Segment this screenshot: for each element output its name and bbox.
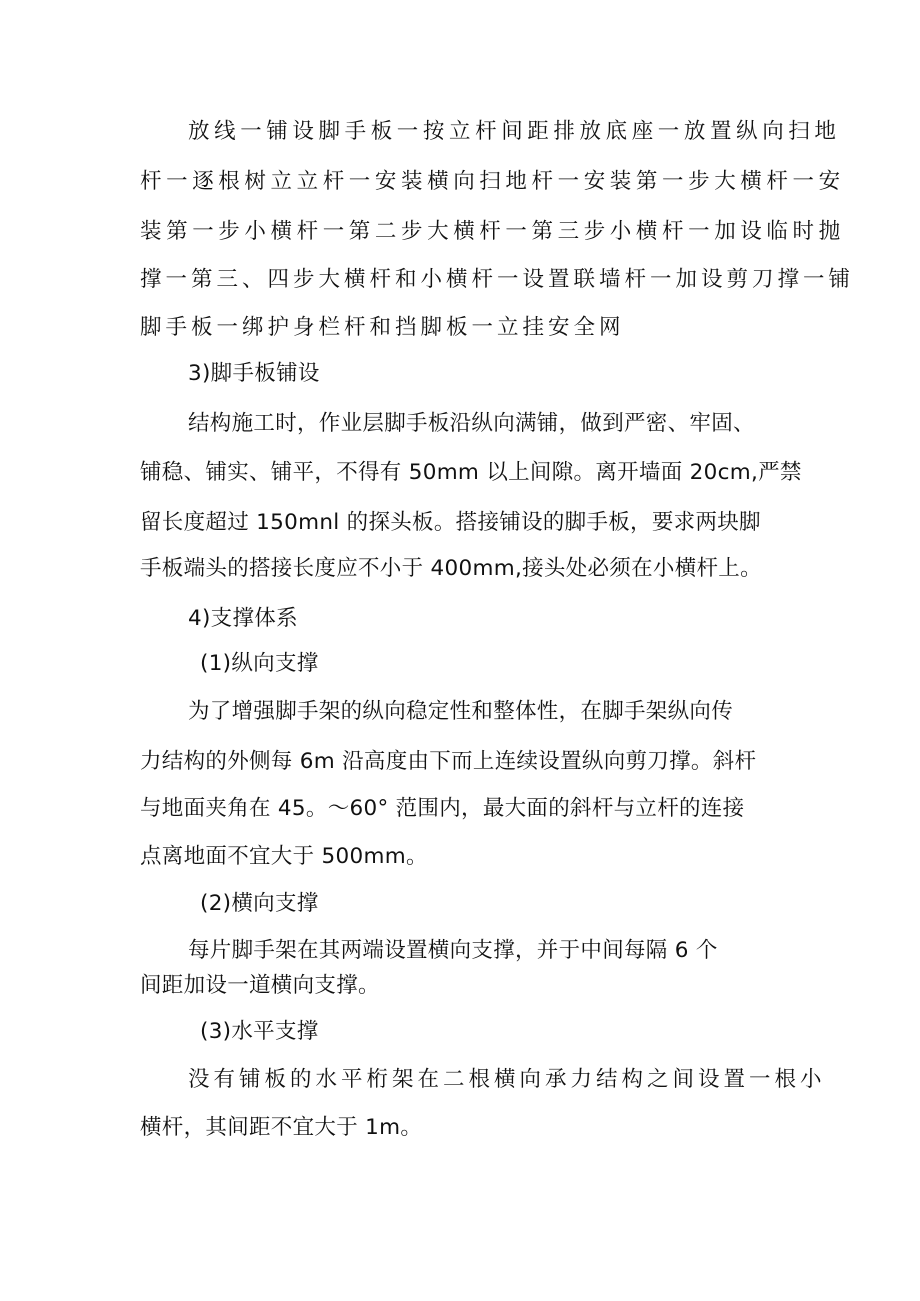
subsection-3-line-1: 没有铺板的水平桁架在二根横向承力结构之间设置一根小: [188, 1067, 826, 1092]
section-heading-3: 3)脚手板铺设: [188, 361, 320, 386]
paragraph-3-line-1: 结构施工时，作业层脚手板沿纵向满铺，做到严密、牢固、: [188, 411, 755, 436]
subsection-2-line-1: 每片脚手架在其两端设置横向支撑，并于中间每隔 6 个: [188, 938, 718, 963]
sequence-line-2: 杆一逐根树立立杆一安装横向扫地杆一安装第一步大横杆一安: [140, 169, 845, 194]
sequence-line-5: 脚手板一绑护身栏杆和挡脚板一立挂安全网: [140, 315, 625, 340]
sequence-line-3: 装第一步小横杆一第二步大横杆一第三步小横杆一加设临时抛: [140, 219, 845, 244]
subsection-3-title: (3)水平支撑: [200, 1019, 319, 1044]
sequence-line-4: 撑一第三、四步大横杆和小横杆一设置联墙杆一加设剪刀撑一铺: [140, 267, 855, 292]
paragraph-3-line-2: 铺稳、铺实、铺平，不得有 50mm 以上间隙。离开墙面 20cm,严禁: [140, 460, 802, 485]
subsection-1-title: (1)纵向支撑: [200, 651, 319, 676]
sequence-line-1: 放线一铺设脚手板一按立杆间距排放底座一放置纵向扫地: [188, 119, 841, 144]
subsection-1-line-1: 为了增强脚手架的纵向稳定性和整体性，在脚手架纵向传: [188, 699, 734, 724]
subsection-1-line-4: 点离地面不宜大于 500mm。: [140, 844, 428, 869]
paragraph-3-line-3: 留长度超过 150mnl 的探头板。搭接铺设的脚手板，要求两块脚: [140, 510, 761, 535]
subsection-2-line-2: 间距加设一道横向支撑。: [140, 973, 380, 998]
section-heading-4: 4)支撑体系: [188, 606, 298, 631]
subsection-1-line-3: 与地面夹角在 45。～60° 范围内，最大面的斜杆与立杆的连接: [140, 796, 745, 821]
subsection-3-line-2: 横杆，其间距不宜大于 1m。: [140, 1115, 423, 1140]
subsection-2-title: (2)横向支撑: [200, 891, 319, 916]
subsection-1-line-2: 力结构的外侧每 6m 沿高度由下而上连续设置纵向剪刀撑。斜杆: [140, 749, 757, 774]
paragraph-3-line-4: 手板端头的搭接长度应不小于 400mm,接头处必须在小横杆上。: [140, 556, 762, 581]
